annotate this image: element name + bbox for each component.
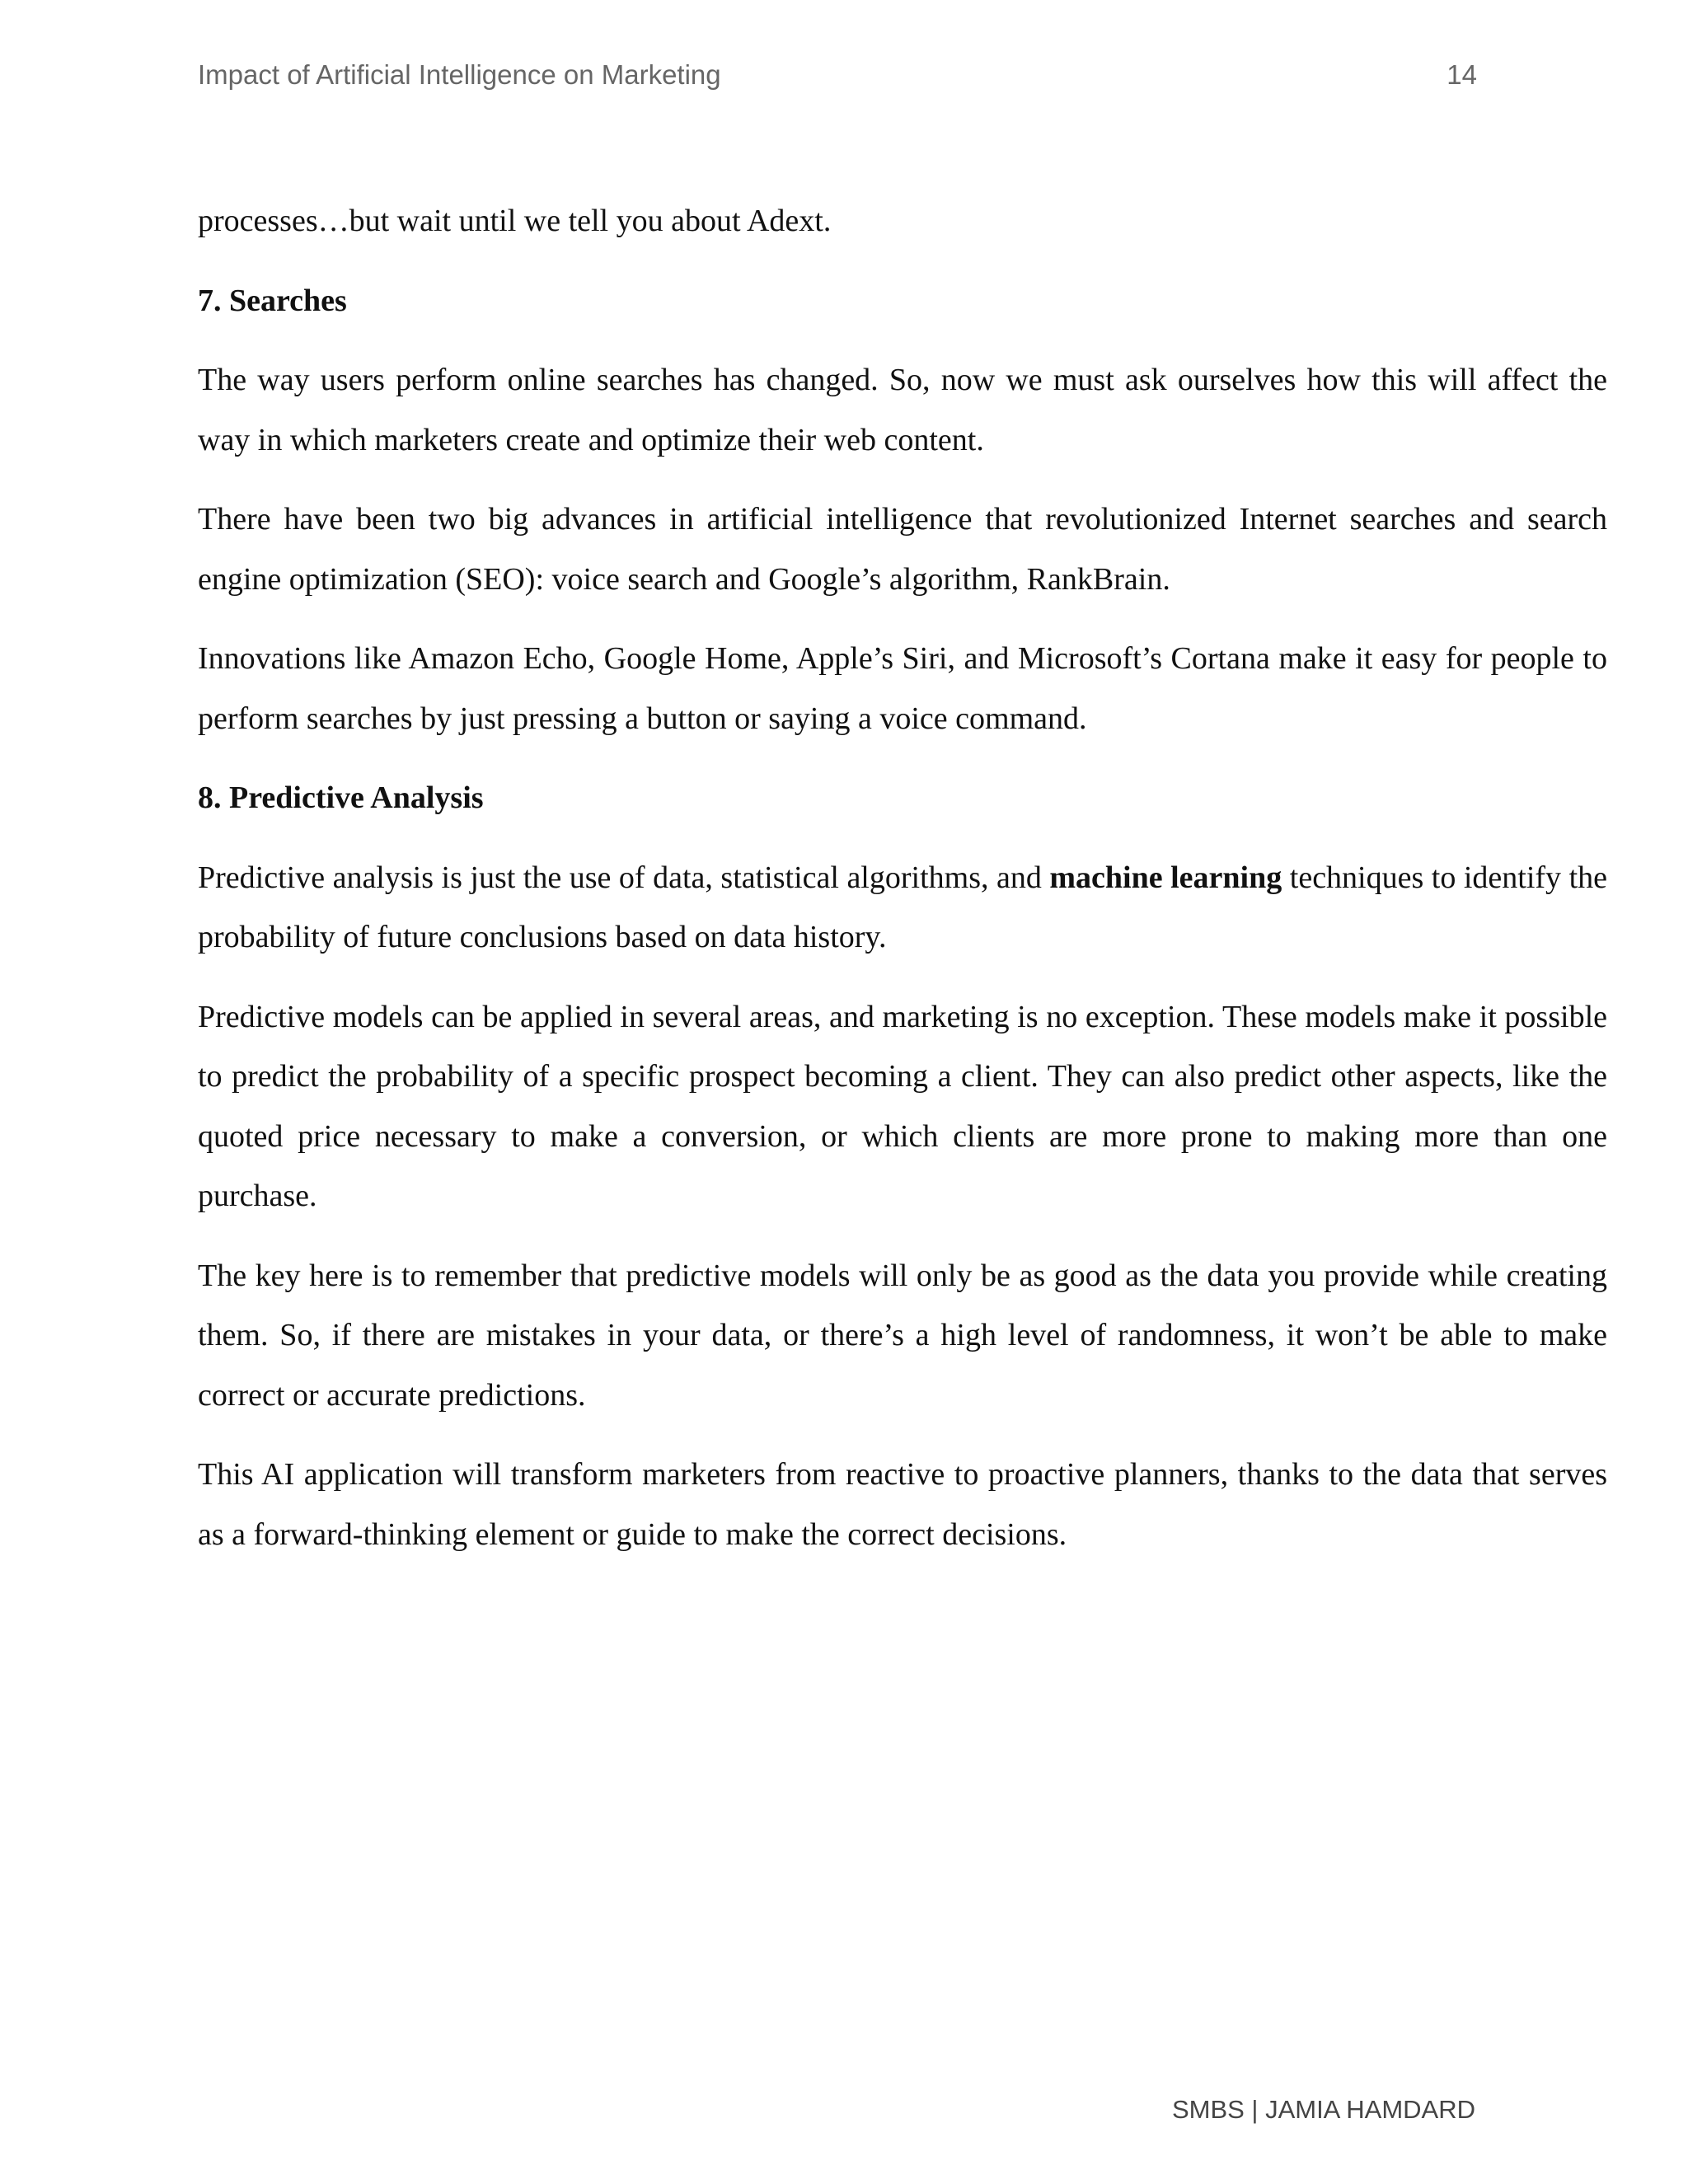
paragraph-searches-3: Innovations like Amazon Echo, Google Home, Apple’s Siri, and Microsoft’s Cortana make it easy for people to perform searches by just pressing a button or saying a voice command. xyxy=(198,641,1607,736)
paragraph-searches-2: There have been two big advances in artificial intelligence that revolutionized Internet searches and search engine optimization (SEO): voice search and Google’s algorithm, RankBrain. xyxy=(198,502,1607,597)
page-body xyxy=(198,191,1607,1584)
page-header xyxy=(198,59,1477,96)
paragraph-predictive-4: This AI application will transform marketers from reactive to proactive planners, thanks to the data that serves as a forward-thinking element or guide to make the correct decisions. xyxy=(198,1457,1607,1552)
running-title: Impact of Artificial Intelligence on Marketing xyxy=(198,59,721,90)
paragraph-searches-1: The way users perform online searches has changed. So, now we must ask ourselves how this will affect the way in which marketers create and optimize their web content. xyxy=(198,363,1607,457)
section-heading-predictive-analysis: 8. Predictive Analysis xyxy=(198,780,484,815)
page-number: 14 xyxy=(1447,59,1477,90)
section-heading-searches: 7. Searches xyxy=(198,283,347,318)
bold-term: machine learning xyxy=(1049,860,1282,895)
paragraph-predictive-3: The key here is to remember that predictive models will only be as good as the data you provide while creating them. So, if there are mistakes in your data, or there’s a high level of randomness, it won’t be able to make correct or accurate predictions. xyxy=(198,1258,1607,1413)
paragraph-predictive-1 xyxy=(198,848,1607,968)
paragraph-text: techniques to identify the probability of future conclusions based on data history. xyxy=(198,860,1608,954)
paragraph-predictive-2: Predictive models can be applied in several areas, and marketing is no exception. These models make it possible to predict the probability of a specific prospect becoming a client. They can also predict other aspects, like the quoted price necessary to make a conversion, or which clients are more prone to making more than one purchase. xyxy=(198,999,1607,1213)
continued-paragraph: processes…but wait until we tell you about Adext. xyxy=(198,204,832,238)
paragraph-text: Predictive analysis is just the use of data, statistical algorithms, and xyxy=(198,860,1050,895)
page-footer: SMBS | JAMIA HAMDARD xyxy=(1171,2095,1475,2124)
